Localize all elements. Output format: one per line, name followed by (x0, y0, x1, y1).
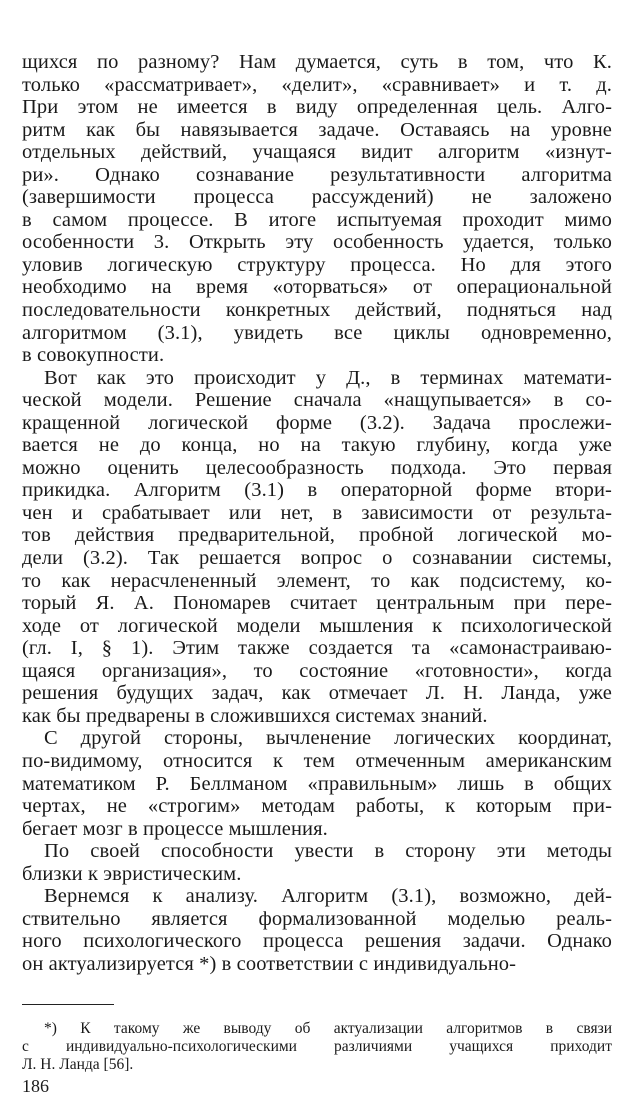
text-line: чертах, не «строгим» методам работы, к которым при- (22, 795, 612, 818)
paragraph (22, 885, 612, 975)
text-line: уловив логическую структуру процесса. Но для этого (22, 253, 612, 276)
footnote (22, 1020, 612, 1074)
text-line: По своей способности увести в сторону эти методы (44, 840, 612, 863)
text-line: щаяся организация», то состояние «готовности», когда (22, 659, 612, 682)
body-text (22, 51, 612, 975)
text-line: (гл. I, § 1). Этим также создается та «самонастраиваю- (22, 637, 612, 660)
page-number: 186 (22, 1076, 49, 1096)
text-line: только «рассматривает», «делит», «сравнивает» и т. д. (22, 73, 612, 96)
text-line: (завершимости процесса рассуждений) не заложено (22, 186, 612, 209)
text-line: в самом процессе. В итоге испытуемая проходит мимо (22, 208, 612, 231)
text-line: торый Я. А. Пономарев считает центральным при пере- (22, 592, 612, 615)
text-line: по-видимому, относится к тем отмеченным американским (22, 749, 612, 772)
footnote-line: *) К такому же выводу об актуализации алгоритмов в связи (44, 1020, 612, 1037)
text-line: ри». Однако сознавание результативности алгоритма (22, 163, 612, 186)
text-line: отдельных действий, учащаяся видит алгоритм «изнут- (22, 141, 612, 164)
paragraph (22, 51, 612, 367)
text-line: ного психологического процесса решения задачи. Однако (22, 930, 612, 953)
footnote-divider (22, 1004, 114, 1005)
text-line: тов действия предварительной, пробной логической мо- (22, 524, 612, 547)
text-line: прикидка. Алгоритм (3.1) в операторной форме втори- (22, 479, 612, 502)
text-line: решения будущих задач, как отмечает Л. Н. Ланда, уже (22, 682, 612, 705)
text-line: последовательности конкретных действий, подняться над (22, 299, 612, 322)
text-line: бегает мозг в процессе мышления. (22, 817, 328, 840)
text-line: С другой стороны, вычленение логических координат, (44, 727, 612, 750)
text-line: чен и срабатывает или нет, в зависимости от результа- (22, 501, 612, 524)
text-line: ритм как бы навязывается задаче. Оставаясь на уровне (22, 118, 612, 141)
text-line: ствительно является формализованной моделью реаль- (22, 907, 612, 930)
text-line: щихся по разному? Нам думается, суть в том, что К. (22, 51, 612, 73)
text-line: то как нерасчлененный элемент, то как подсистему, ко- (22, 569, 612, 592)
text-line: Вот как это происходит у Д., в терминах математи- (44, 366, 612, 389)
text-line: ческой модели. Решение сначала «нащупывается» в со- (22, 389, 612, 412)
paragraph (22, 367, 612, 728)
text-line: алгоритмом (3.1), увидеть все циклы одновременно, (22, 321, 612, 344)
text-line: дели (3.2). Так решается вопрос о сознавании системы, (22, 547, 612, 570)
text-line: необходимо на время «оторваться» от операциональной (22, 276, 612, 299)
text-line: как бы предварены в сложившихся системах знаний. (22, 704, 488, 727)
paragraph (22, 727, 612, 840)
footnote-line: с индивидуально-психологическими различиями учащихся приходит (22, 1038, 612, 1055)
footnote-line: Л. Н. Ланда [56]. (22, 1056, 134, 1073)
text-line: он актуализируется *) в соответствии с индивидуально- (22, 952, 517, 975)
text-line: ходе от логической модели мышления к психологической (22, 614, 612, 637)
text-line: При этом не имеется в виду определенная цель. Алго- (22, 96, 612, 119)
text-line: близки к эвристическим. (22, 862, 242, 885)
text-line: кращенной логической форме (3.2). Задача прослежи- (22, 411, 612, 434)
text-line: можно оценить целесообразность подхода. Это первая (22, 456, 612, 479)
text-line: в совокупности. (22, 344, 165, 367)
text-line: математиком Р. Беллманом «правильным» лишь в общих (22, 772, 612, 795)
text-line: вается не до конца, но на такую глубину, когда уже (22, 434, 612, 457)
text-line: особенности 3. Открыть эту особенность удается, только (22, 231, 612, 254)
text-line: Вернемся к анализу. Алгоритм (3.1), возможно, дей- (44, 885, 612, 908)
paragraph (22, 840, 612, 885)
